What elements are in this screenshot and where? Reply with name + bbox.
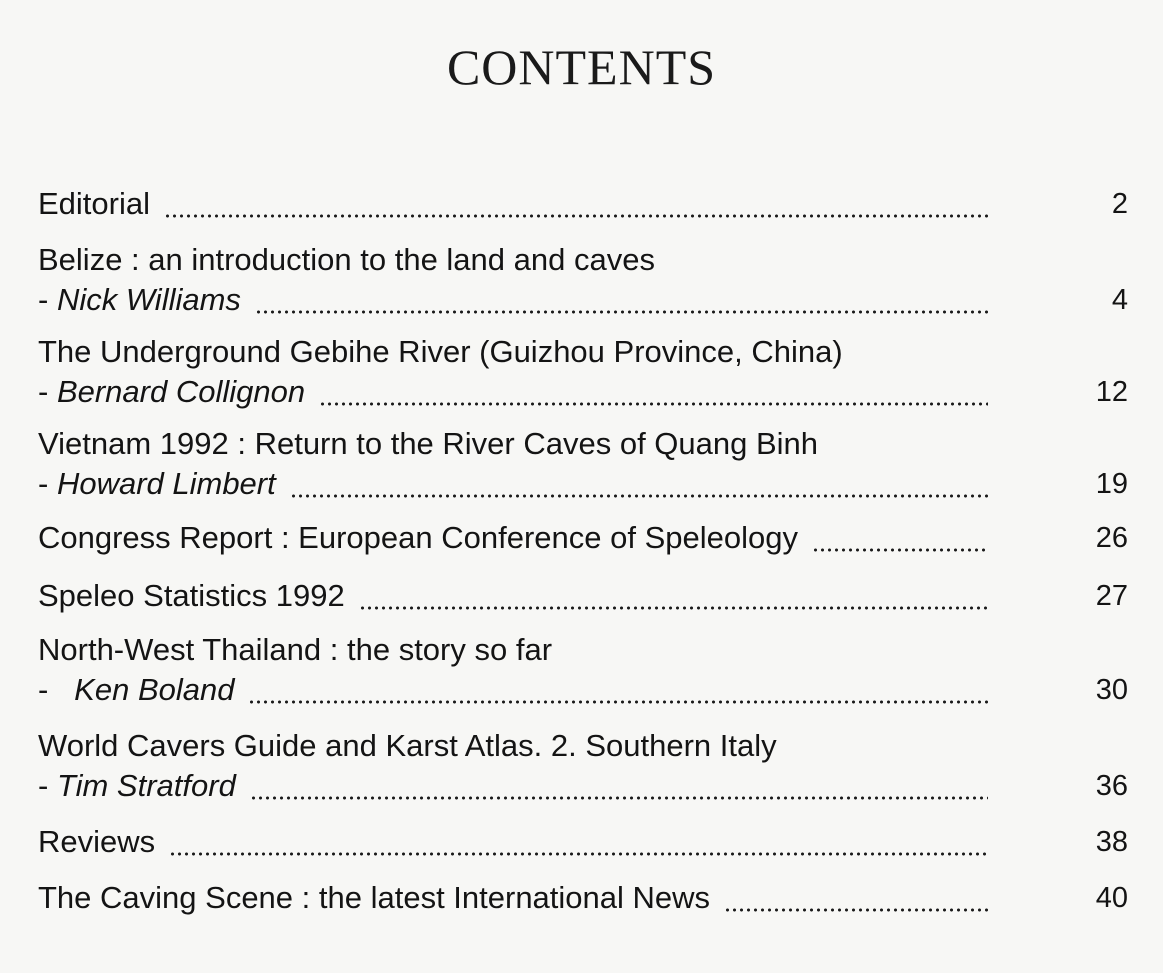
toc-entry-title: The Underground Gebihe River (Guizhou Province, China) <box>38 334 843 369</box>
toc-line <box>38 334 1128 374</box>
dot-leader <box>250 796 988 800</box>
dot-leader <box>812 548 988 552</box>
toc-entry <box>38 880 1128 920</box>
toc-line <box>38 186 1128 226</box>
toc-line <box>38 426 1128 466</box>
toc-entry-author-line <box>38 768 236 804</box>
toc-entry-page: 4 <box>1111 284 1128 316</box>
page-title: CONTENTS <box>446 39 717 95</box>
toc-entry-title: Reviews <box>38 824 156 859</box>
toc-entry <box>38 520 1128 560</box>
author-dash: - <box>38 466 57 501</box>
toc-entry <box>38 728 1128 808</box>
toc-entry-page: 26 <box>1095 522 1128 554</box>
toc-line <box>38 374 1128 414</box>
toc-entry-title: World Cavers Guide and Karst Atlas. 2. Southern Italy <box>38 728 777 763</box>
toc-line <box>38 632 1128 672</box>
toc-entry-page: 40 <box>1095 882 1128 914</box>
toc-entry-title: Congress Report : European Conference of Speleology <box>38 520 798 555</box>
toc-entry-author-line <box>38 466 276 502</box>
toc-entry <box>38 426 1128 506</box>
toc-entry <box>38 824 1128 864</box>
toc-line <box>38 520 1128 560</box>
dot-leader <box>248 700 988 704</box>
toc-line <box>38 824 1128 864</box>
toc-line <box>38 282 1128 322</box>
toc-entry-author: Tim Stratford <box>56 768 236 803</box>
toc-entry <box>38 578 1128 618</box>
toc-entry-page: 2 <box>1111 188 1128 220</box>
toc-entry-title: Belize : an introduction to the land and caves <box>38 242 655 277</box>
toc-entry-title: The Caving Scene : the latest International News <box>38 880 711 915</box>
toc-entry <box>38 242 1128 322</box>
toc-entry <box>38 334 1128 414</box>
toc-line <box>38 242 1128 282</box>
dot-leader <box>255 310 988 314</box>
toc-line <box>38 768 1128 808</box>
toc-entry-page: 19 <box>1095 468 1128 500</box>
dot-leader <box>359 606 988 610</box>
toc-entry-author: Nick Williams <box>56 282 241 317</box>
toc-entry-author: Howard Limbert <box>56 466 276 501</box>
dot-leader <box>724 908 988 912</box>
author-dash: - <box>38 672 75 707</box>
dot-leader <box>319 402 988 406</box>
toc-line <box>38 728 1128 768</box>
toc-entry-author-line <box>38 282 241 318</box>
toc-entry-title: North-West Thailand : the story so far <box>38 632 553 667</box>
toc-line <box>38 466 1128 506</box>
dot-leader <box>169 852 988 856</box>
toc-line <box>38 672 1128 712</box>
author-dash: - <box>38 282 57 317</box>
toc-entry-author: Bernard Collignon <box>56 374 306 409</box>
toc-entry-page: 27 <box>1095 580 1128 612</box>
toc-entry-author-line <box>38 374 305 410</box>
toc-entry-page: 38 <box>1095 826 1128 858</box>
toc-entry-page: 36 <box>1095 770 1128 802</box>
toc-entry <box>38 632 1128 712</box>
toc-entry-author: Ken Boland <box>74 672 235 707</box>
dot-leader <box>290 494 988 498</box>
toc-entry-title: Speleo Statistics 1992 <box>38 578 345 613</box>
toc-entry-page: 12 <box>1095 376 1128 408</box>
dot-leader <box>164 214 988 218</box>
author-dash: - <box>38 374 57 409</box>
table-of-contents <box>38 186 1128 920</box>
toc-entry-author-line <box>38 672 234 708</box>
toc-entry <box>38 186 1128 226</box>
toc-entry-title: Vietnam 1992 : Return to the River Caves of Quang Binh <box>38 426 819 461</box>
toc-entry-title: Editorial <box>38 186 150 221</box>
author-dash: - <box>38 768 57 803</box>
toc-entry-page: 30 <box>1095 674 1128 706</box>
toc-line <box>38 880 1128 920</box>
toc-line <box>38 578 1128 618</box>
